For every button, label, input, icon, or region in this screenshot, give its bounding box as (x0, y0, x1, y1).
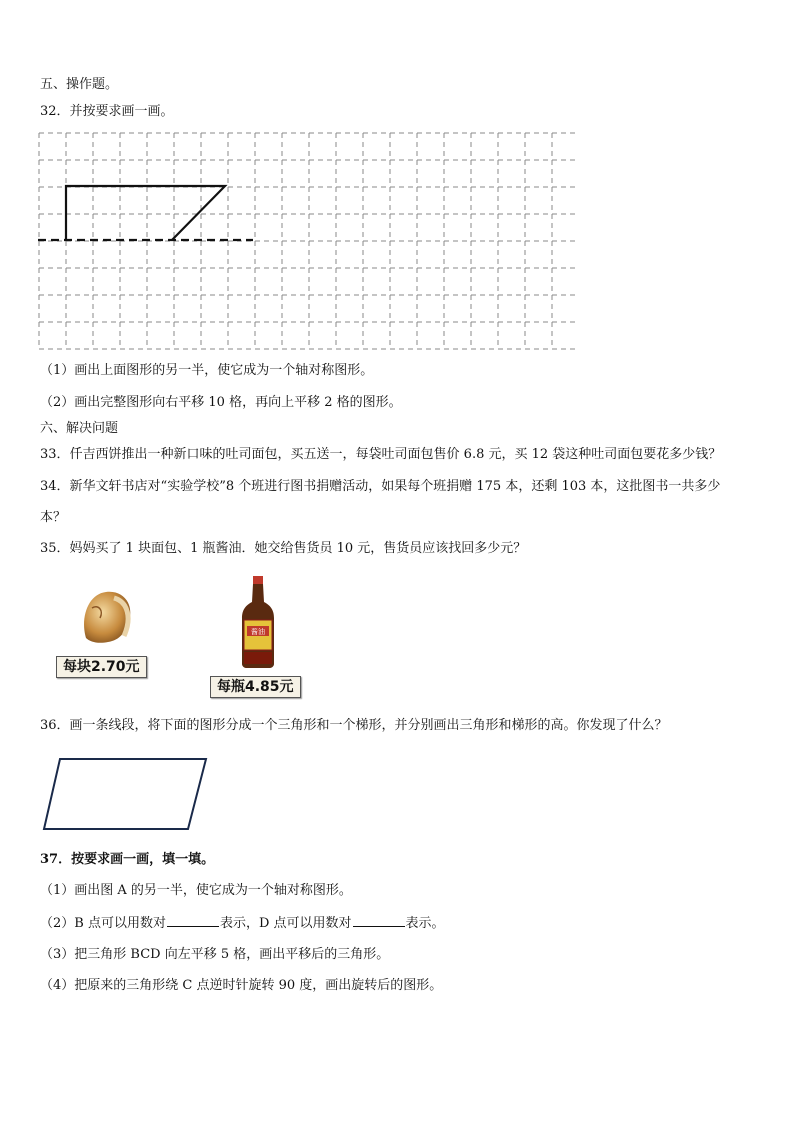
q32-sub1: （1）画出上面图形的另一半，使它成为一个轴对称图形。 (40, 363, 374, 378)
q37-title: 37．按要求画一画，填一填。 (40, 852, 215, 867)
bread-price-tag: 每块2.70元 (56, 656, 147, 678)
d-point-blank[interactable] (353, 914, 405, 927)
q32-title: 32．并按要求画一画。 (40, 104, 174, 119)
shape-outline (66, 186, 225, 240)
bread-image (78, 588, 138, 646)
q37-sub3: （3）把三角形 BCD 向左平移 5 格，画出平移后的三角形。 (40, 947, 390, 962)
q36-text: 36．画一条线段，将下面的图形分成一个三角形和一个梯形，并分别画出三角形和梯形的高。你发现了什么？ (40, 718, 668, 733)
q37-sub1: （1）画出图 A 的另一半，使它成为一个轴对称图形。 (40, 883, 352, 898)
b-point-blank[interactable] (167, 914, 219, 927)
soy-price-tag: 每瓶4.85元 (210, 676, 301, 698)
soy-sauce-bottle-image (238, 576, 278, 668)
q37-sub2-part-c: 表示。 (405, 916, 445, 931)
q32-sub2: （2）画出完整图形向右平移 10 格，再向上平移 2 格的图形。 (40, 395, 402, 410)
parallelogram-figure (40, 756, 210, 834)
q37-sub2-part-b: 表示，D 点可以用数对 (219, 916, 352, 931)
section6-title: 六、解决问题 (40, 421, 119, 436)
section5-title: 五、操作题。 (40, 77, 119, 92)
soy-bottle-label: 酱油 (251, 628, 265, 636)
q33-text: 33．仟吉西饼推出一种新口味的吐司面包，买五送一，每袋吐司面包售价 6.8 元，买 12 袋这种吐司面包要花多少钱？ (40, 447, 722, 462)
q32-grid-figure (38, 132, 576, 352)
q37-sub4: （4）把原来的三角形绕 C 点逆时针旋转 90 度，画出旋转后的图形。 (40, 978, 443, 993)
q34-line1: 34．新华文轩书店对“实验学校”8 个班进行图书捐赠活动，如果每个班捐赠 175 本，还剩 103 本，这批图书一共多少 (40, 479, 721, 494)
q35-text: 35．妈妈买了 1 块面包、1 瓶酱油．她交给售货员 10 元，售货员应该找回多少元？ (40, 541, 527, 556)
q37-sub2 (40, 914, 445, 933)
shape-half (38, 186, 253, 240)
q34-line2: 本？ (40, 510, 67, 525)
parallelogram (44, 759, 206, 829)
q37-sub2-part-a: （2）B 点可以用数对 (40, 916, 166, 931)
